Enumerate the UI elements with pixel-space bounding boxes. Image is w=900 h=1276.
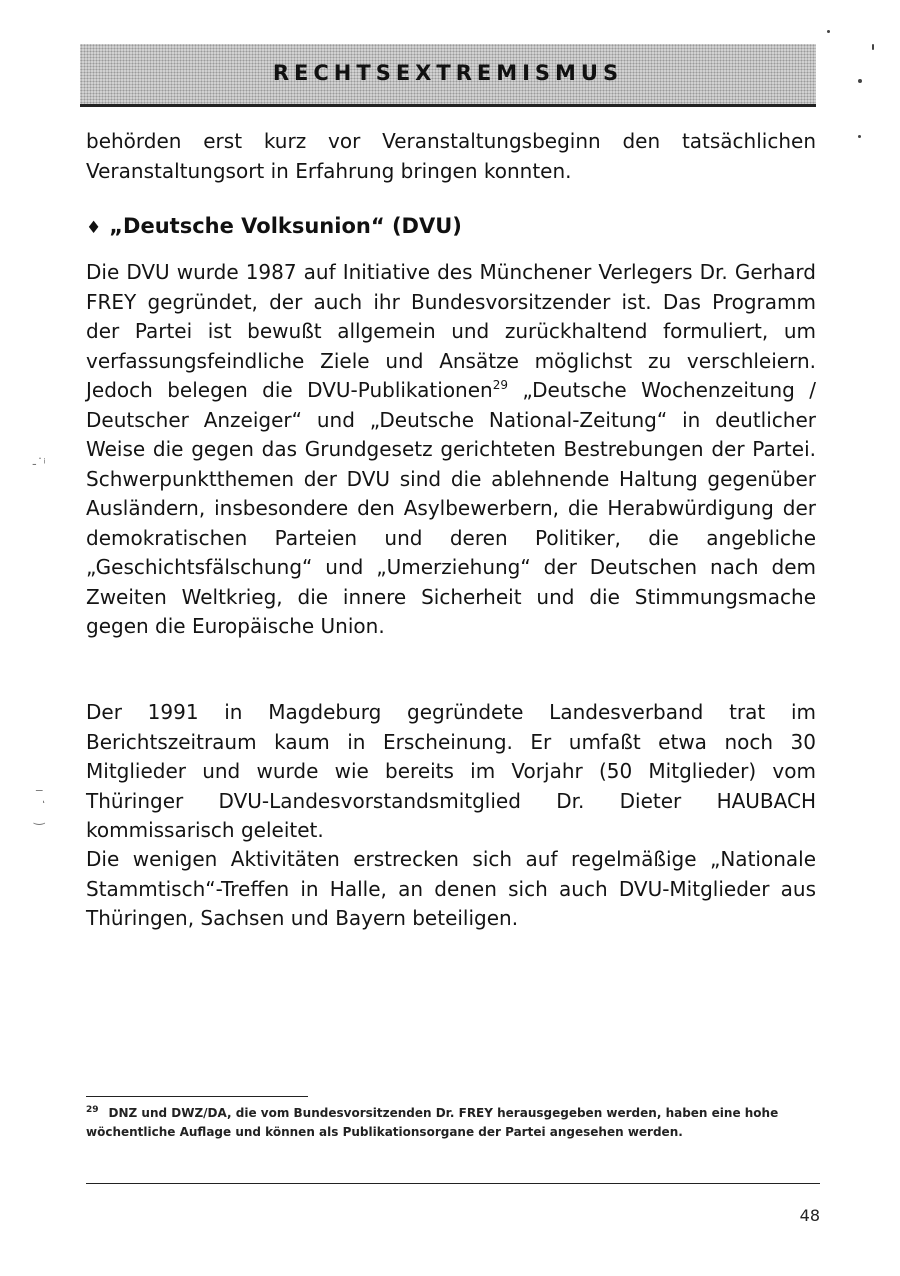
footnote-divider xyxy=(86,1096,308,1097)
paragraph-continuation: behörden erst kurz vor Veranstaltungsbeginn den tatsächlichen Veranstaltungsort in Erfahrung bringen konnten. xyxy=(86,129,816,183)
scan-speck xyxy=(858,79,862,83)
paragraph-landesverband: Der 1991 in Magdeburg gegründete Landesverband trat im Berichtszeitraum kaum in Erscheinung. Er umfaßt etwa noch 30 Mitglieder und wurde wie bereits im Vorjahr (50 Mitglieder) vom Thüringer DVU-Landesvorstandsmitglied Dr. Dieter HAUBACH kommissarisch geleitet. xyxy=(86,700,816,842)
scan-speck xyxy=(827,30,830,33)
page-bottom-rule xyxy=(86,1183,820,1184)
scan-speck xyxy=(872,44,874,50)
binder-hole-mark: -˙ⁱ xyxy=(32,457,46,472)
footnote-reference: 29 xyxy=(492,378,508,392)
header-title: RECHTSEXTREMISMUS xyxy=(272,61,624,85)
binder-hole-mark: ‾ ͅ xyxy=(36,789,47,804)
paragraph-dvu-intro-part1: Die DVU wurde 1987 auf Initiative des Münchener Verlegers Dr. Gerhard FREY gegründet, der auch ihr Bundesvorsitzender ist. Das Programm der Partei ist bewußt allgemein und zurückhaltend formuliert, um verfassungsfeindliche Ziele und Ansätze möglichst zu verschleiern. Jedoch belegen die DVU-Publikationen xyxy=(86,260,816,402)
section-heading-text: „Deutsche Volksunion“ (DVU) xyxy=(109,214,462,238)
binder-hole-mark: ‿ xyxy=(34,811,45,826)
footnote-number: 29 xyxy=(86,1105,99,1115)
paragraph-dvu-intro xyxy=(86,258,816,642)
footnote-text: DNZ und DWZ/DA, die vom Bundesvorsitzenden Dr. FREY herausgegeben werden, haben eine hohe wöchentliche Auflage und können als Publikationsorgane der Partei angesehen werden. xyxy=(86,1106,779,1139)
paragraph-aktivitaeten: Die wenigen Aktivitäten erstrecken sich auf regelmäßige „Nationale Stammtisch“-Treffen in Halle, an denen sich auch DVU-Mitglieder aus Thüringen, Sachsen und Bayern beteiligen. xyxy=(86,847,816,930)
page-number: 48 xyxy=(799,1206,820,1225)
section-heading xyxy=(86,214,462,238)
scan-speck xyxy=(858,135,861,138)
paragraph-dvu-intro-part2: „Deutsche Wochenzeitung / Deutscher Anzeiger“ und „Deutsche National-Zeitung“ in deutlicher Weise die gegen das Grundgesetz gerichteten Bestrebungen der Partei. Schwerpunktthemen der DVU sind die ablehnende Haltung gegenüber Ausländern, insbesondere den Asylbewerbern, die Herabwürdigung der demokratischen Parteien und deren Politiker, die angebliche „Geschichtsfälschung“ und „Umerziehung“ der Deutschen nach dem Zweiten Weltkrieg, die innere Sicherheit und die Stimmungsmache gegen die Europäische Union. xyxy=(86,378,816,638)
footnote xyxy=(86,1101,818,1142)
diamond-bullet-icon: ♦ xyxy=(86,218,102,238)
running-header xyxy=(80,44,816,107)
